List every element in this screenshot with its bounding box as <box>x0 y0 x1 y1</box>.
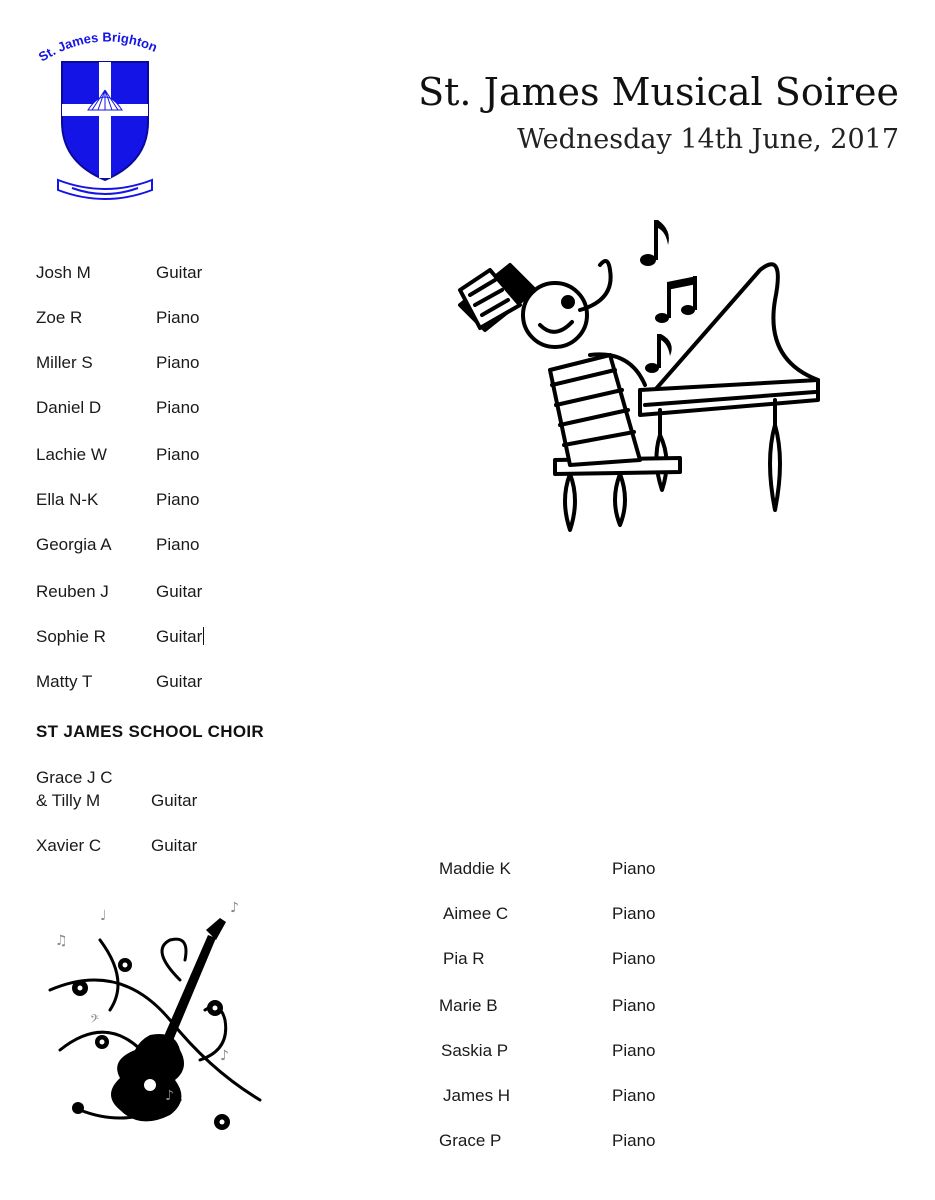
performer-instrument: Guitar <box>151 836 198 855</box>
svg-text:♪: ♪ <box>220 1048 229 1064</box>
performer-instrument: Guitar <box>156 263 203 282</box>
performer-name: Matty T <box>36 672 93 691</box>
logo-text: St. James Brighton <box>35 29 160 65</box>
performer-instrument: Piano <box>612 1131 656 1150</box>
svg-text:𝄢: 𝄢 <box>90 1013 100 1029</box>
svg-text:St. James Brighton <box>36 29 160 64</box>
choir-heading: ST JAMES SCHOOL CHOIR <box>36 722 264 741</box>
performer-instrument: Piano <box>156 445 200 464</box>
performer-name: Saskia P <box>441 1041 509 1060</box>
pianist-cartoon-icon <box>440 210 830 540</box>
performer-name: Sophie R <box>36 627 106 646</box>
performer-name: Daniel D <box>36 398 102 417</box>
performer-name: Georgia A <box>36 535 112 554</box>
performer-name: Miller S <box>36 353 93 372</box>
performer-instrument: Piano <box>612 996 656 1015</box>
performer-name: Zoe R <box>36 308 83 327</box>
svg-text:♪: ♪ <box>165 1088 174 1104</box>
performer-instrument-editing[interactable] <box>156 627 204 647</box>
performer-instrument: Piano <box>612 1086 656 1105</box>
svg-text:♫: ♫ <box>55 933 68 949</box>
performer-name: Aimee C <box>443 904 509 923</box>
performer-instrument: Piano <box>612 904 656 923</box>
school-crest-icon <box>30 22 180 202</box>
performer-name: Marie B <box>439 996 498 1015</box>
performer-instrument: Guitar <box>151 791 198 810</box>
performer-instrument: Piano <box>156 535 200 554</box>
performer-name: Xavier C <box>36 836 102 855</box>
page-title: St. James Musical Soiree <box>418 70 899 114</box>
performer-instrument: Guitar <box>156 672 203 691</box>
text-cursor <box>203 627 204 645</box>
performer-name-line2: & Tilly M <box>36 791 101 810</box>
performer-name: Reuben J <box>36 582 109 601</box>
performer-name: Maddie K <box>439 859 511 878</box>
performer-name: Josh M <box>36 263 91 282</box>
performer-instrument: Piano <box>156 398 200 417</box>
performer-instrument: Piano <box>156 308 200 327</box>
performer-name: Lachie W <box>36 445 107 464</box>
event-date: Wednesday 14th June, 2017 <box>517 124 899 155</box>
performer-name: Pia R <box>443 949 485 968</box>
performer-instrument: Piano <box>612 949 656 968</box>
guitar-flourish-icon <box>40 900 270 1150</box>
performer-instrument: Piano <box>612 859 656 878</box>
performer-instrument: Piano <box>156 353 200 372</box>
performer-instrument: Guitar <box>156 627 203 646</box>
performer-instrument: Guitar <box>156 582 203 601</box>
svg-text:♩: ♩ <box>100 908 107 924</box>
svg-text:♪: ♪ <box>230 900 239 916</box>
performer-instrument: Piano <box>612 1041 656 1060</box>
performer-name: Ella N-K <box>36 490 99 509</box>
performer-name: Grace P <box>439 1131 502 1150</box>
performer-name-line1: Grace J C <box>36 768 113 787</box>
performer-name: James H <box>443 1086 511 1105</box>
performer-instrument: Piano <box>156 490 200 509</box>
